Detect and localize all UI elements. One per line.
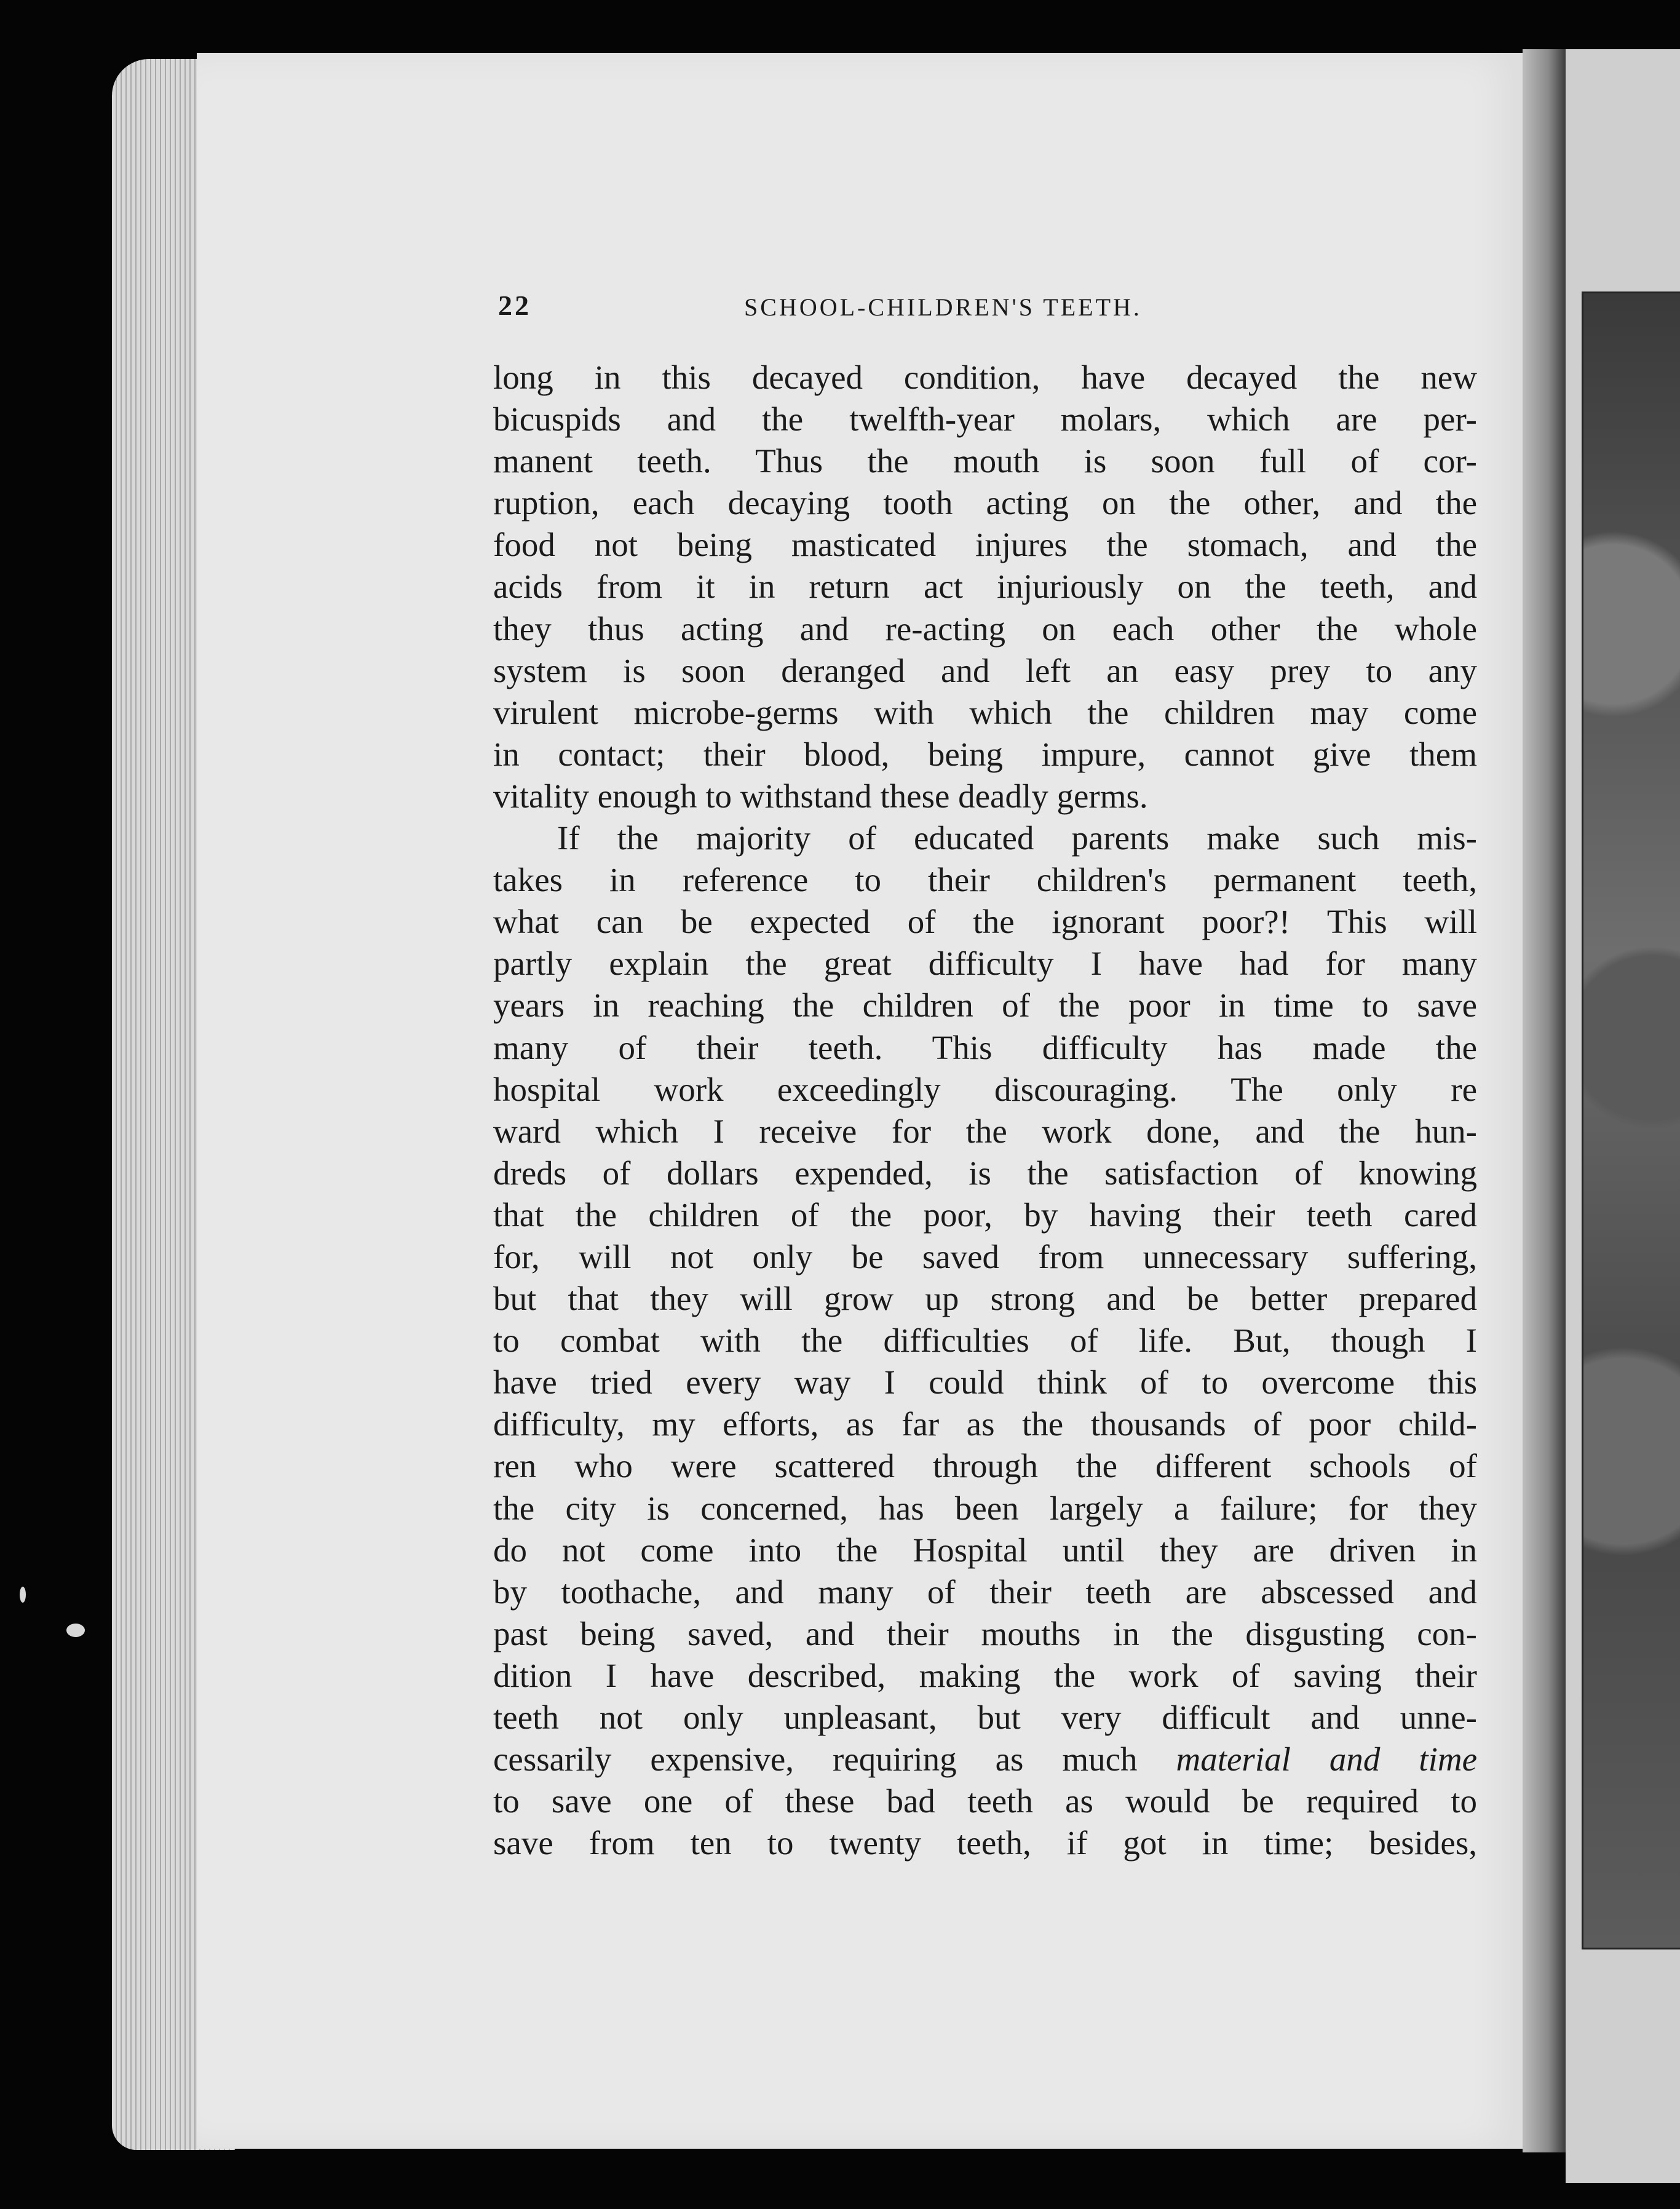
text-line: [493, 985, 1477, 1026]
text-line-content: but that they will grow up strong and be better prepared: [493, 1280, 1477, 1318]
text-line-content: dition I have described, making the work of saving their: [493, 1656, 1477, 1694]
text-line-content: years in reaching the children of the poor in time to save: [493, 986, 1477, 1025]
text-line-content: to combat with the difficulties of life. But, though I: [493, 1322, 1477, 1360]
text-line: [493, 357, 1477, 399]
text-line-content: to save one of these bad teeth as would be required to: [493, 1782, 1477, 1820]
text-line: [493, 1780, 1477, 1822]
text-line-content: ren who were scattered through the different schools of: [493, 1447, 1477, 1485]
text-line: [493, 1445, 1477, 1487]
text-line: [493, 1655, 1477, 1697]
text-line: [493, 1613, 1477, 1655]
page-header: [498, 289, 1224, 326]
text-line-content: virulent microbe-germs with which the children may come: [493, 693, 1477, 731]
text-line: [493, 1822, 1477, 1864]
text-line-content: partly explain the great difficulty I have had for many: [493, 945, 1477, 983]
text-line-content: past being saved, and their mouths in the disgusting con-: [493, 1614, 1477, 1652]
text-line: [493, 650, 1477, 692]
text-line-content: in contact; their blood, being impure, cannot give them: [493, 735, 1477, 773]
text-line-content: do not come into the Hospital until they are driven in: [493, 1531, 1477, 1569]
text-line-content: ward which I receive for the work done, and the hun-: [493, 1112, 1477, 1150]
text-line-content: they thus acting and re-acting on each other the whole: [493, 609, 1477, 648]
text-line: [493, 1194, 1477, 1236]
text-line-content: dreds of dollars expended, is the satisfaction of knowing: [493, 1154, 1477, 1192]
text-line: [493, 943, 1477, 985]
text-line: [493, 1529, 1477, 1571]
italic-emphasis: material and time: [1176, 1740, 1477, 1779]
text-line-content: acids from it in return act injuriously on the teeth, and: [493, 568, 1477, 606]
text-line-content: bicuspids and the twelfth-year molars, which are per-: [493, 400, 1477, 438]
text-line: [493, 1403, 1477, 1445]
page-number: 22: [498, 290, 531, 321]
text-line: [493, 1697, 1477, 1739]
text-line-content: vitality enough to withstand these deadly germs.: [493, 777, 1148, 815]
text-line: [493, 1236, 1477, 1278]
text-line: [493, 817, 1477, 859]
text-line-content: have tried every way I could think of to overcome this: [493, 1363, 1477, 1402]
text-line-content: difficulty, my efforts, as far as the thousands of poor child-: [493, 1405, 1477, 1443]
text-line: [493, 901, 1477, 943]
text-line: [493, 524, 1477, 566]
text-line-content: save from ten to twenty teeth, if got in time; besides,: [493, 1824, 1477, 1862]
text-line: [493, 1111, 1477, 1152]
text-line-content: teeth not only unpleasant, but very difficult and unne-: [493, 1699, 1477, 1736]
text-line-content: cessarily expensive, requiring as much: [493, 1740, 1138, 1779]
facing-page-illustration: [1582, 291, 1680, 1949]
dust-speck: [66, 1624, 85, 1637]
text-line: [493, 399, 1477, 440]
text-line: [493, 1152, 1477, 1194]
text-line-content: many of their teeth. This difficulty has made the: [493, 1028, 1477, 1066]
text-line: [493, 608, 1477, 650]
text-line-content: what can be expected of the ignorant poor?! This will: [493, 903, 1477, 941]
text-line-content: ruption, each decaying tooth acting on the other, and the: [493, 484, 1477, 522]
text-line-content: long in this decayed condition, have decayed the new: [493, 359, 1477, 396]
text-line: [493, 775, 1477, 817]
text-line: [493, 482, 1477, 524]
text-line-content: the city is concerned, has been largely a failure; for they: [493, 1489, 1477, 1527]
body-text: [493, 357, 1477, 1864]
text-line-content: that the children of the poor, by having their teeth cared: [493, 1196, 1477, 1234]
text-line: [493, 1069, 1477, 1111]
text-line: [493, 734, 1477, 775]
text-line: [493, 1278, 1477, 1320]
text-line: [493, 859, 1477, 901]
text-line-content: system is soon deranged and left an easy prey to any: [493, 651, 1477, 689]
text-line: [493, 1739, 1477, 1780]
text-line-content: takes in reference to their children's permanent teeth,: [493, 861, 1477, 899]
text-line-content: If the majority of educated parents make such mis-: [557, 819, 1477, 857]
dust-speck: [20, 1587, 26, 1603]
text-line-content: by toothache, and many of their teeth are abscessed and: [493, 1572, 1477, 1611]
text-line-content: hospital work exceedingly discouraging. The only re: [493, 1070, 1477, 1108]
book-gutter: [1523, 49, 1566, 2152]
text-line: [493, 566, 1477, 608]
text-line-content: manent teeth. Thus the mouth is soon full of cor-: [493, 442, 1477, 480]
text-line: [493, 1571, 1477, 1613]
text-line: [493, 1488, 1477, 1529]
text-line: [493, 1027, 1477, 1069]
text-line-content: food not being masticated injures the stomach, and the: [493, 526, 1477, 564]
text-line-content: for, will not only be saved from unnecessary suffering,: [493, 1237, 1477, 1275]
text-line: [493, 440, 1477, 482]
running-head: SCHOOL-CHILDREN'S TEETH.: [744, 293, 1142, 321]
text-line: [493, 1362, 1477, 1403]
text-line: [493, 1320, 1477, 1362]
text-line: [493, 692, 1477, 734]
